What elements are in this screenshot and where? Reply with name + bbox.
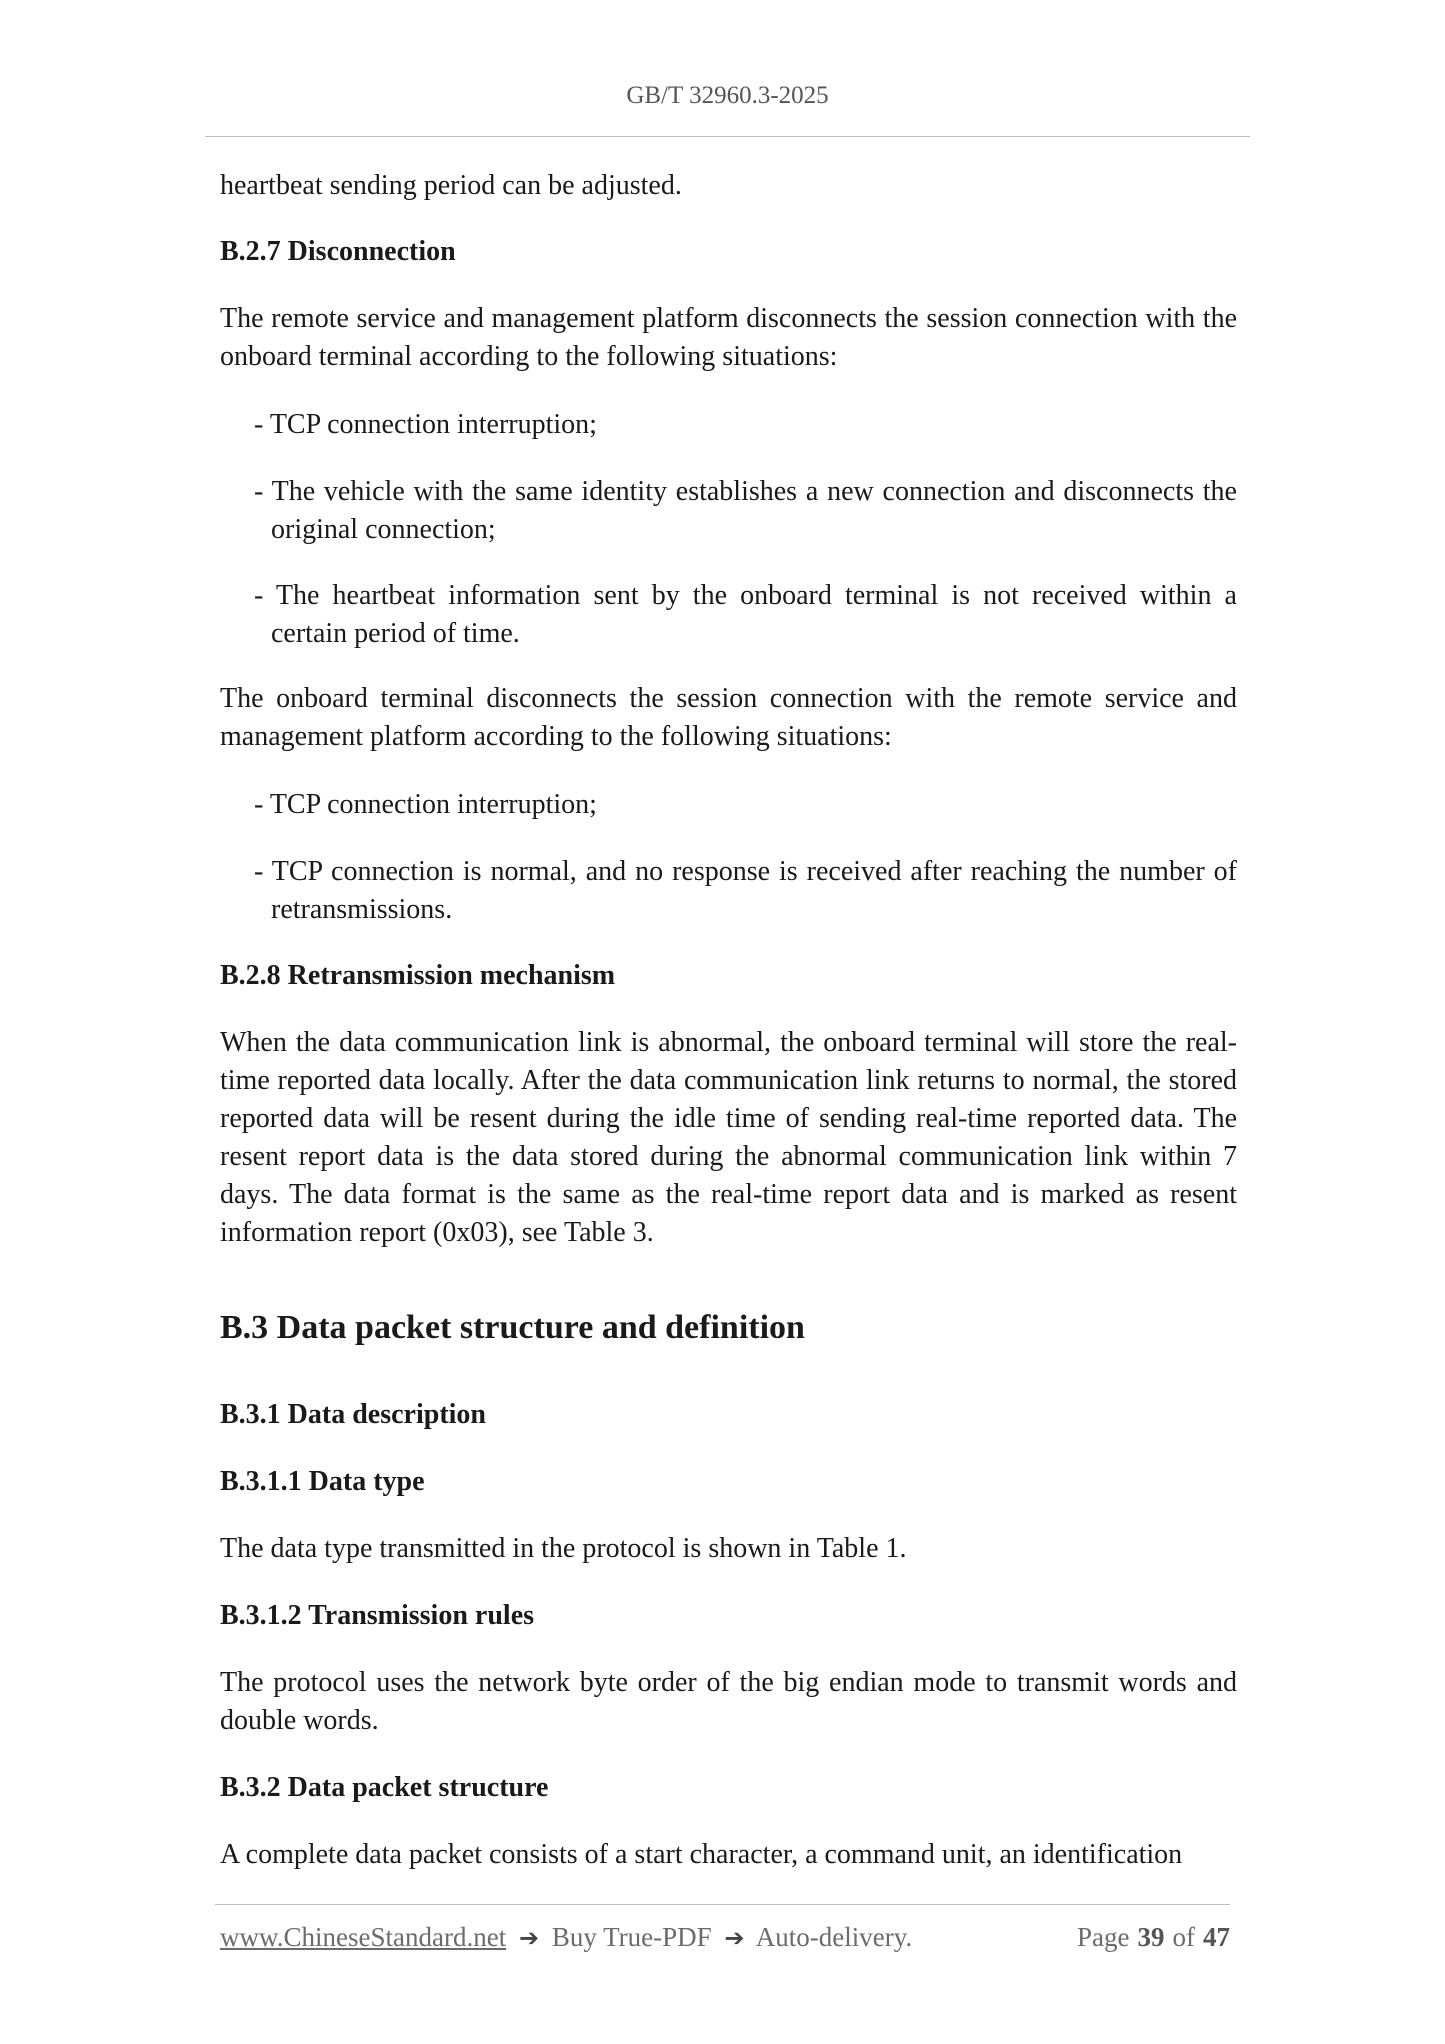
paragraph-data-type: The data type transmitted in the protocol is shown in Table 1. [220, 1533, 907, 1564]
page-number: 39 [1137, 1922, 1165, 1952]
page-footer [220, 1922, 1230, 1958]
heading-b312: B.3.1.2 Transmission rules [220, 1600, 535, 1631]
auto-delivery-text: Auto-delivery. [755, 1922, 913, 1952]
heading-b27: B.2.7 Disconnection [220, 236, 456, 267]
heading-b28: B.2.8 Retransmission mechanism [220, 960, 616, 991]
paragraph-terminal-disconnect: The onboard terminal disconnects the session connection with the remote service and management platform according to the following situations: [220, 683, 1237, 752]
paragraph-retransmission: When the data communication link is abnormal, the onboard terminal will store the real-time reported data locally. After the data communication link returns to normal, the stored reported data will be resent during the idle time of sending real-time reported data. The resent report data is the data stored during the abnormal communication link within 7 days. The data format is the same as the real-time report data and is marked as resent information report (0x03), see Table 3. [220, 1027, 1237, 1248]
of-label: of [1172, 1922, 1195, 1952]
page-label: Page [1077, 1922, 1130, 1952]
arrow-right-icon: ➔ [724, 1924, 745, 1952]
footer-divider [215, 1904, 1230, 1905]
paragraph-platform-disconnect: The remote service and management platform disconnects the session connection with the onboard terminal according to the following situations: [220, 303, 1237, 372]
footer-promo [220, 1922, 912, 1953]
header-divider [205, 136, 1250, 137]
arrow-right-icon: ➔ [518, 1924, 540, 1952]
list-item: - TCP connection interruption; [254, 789, 597, 820]
page-total: 47 [1203, 1922, 1230, 1952]
heading-b311: B.3.1.1 Data type [220, 1466, 425, 1497]
page-indicator [1077, 1922, 1230, 1953]
buy-pdf-text: Buy True-PDF [551, 1922, 712, 1952]
list-item: - The vehicle with the same identity establishes a new connection and disconnects the original connection; [254, 476, 1237, 545]
website-link[interactable]: www.ChineseStandard.net [220, 1922, 507, 1952]
heading-b3: B.3 Data packet structure and definition [220, 1309, 805, 1346]
list-item: - The heartbeat information sent by the onboard terminal is not received within a certain period of time. [254, 580, 1237, 649]
paragraph-transmission-rules: The protocol uses the network byte order of the big endian mode to transmit words and double words. [220, 1667, 1237, 1736]
heading-b31: B.3.1 Data description [220, 1399, 486, 1430]
paragraph-heartbeat: heartbeat sending period can be adjusted. [220, 170, 682, 201]
heading-b32: B.3.2 Data packet structure [220, 1772, 549, 1803]
list-item: - TCP connection interruption; [254, 409, 597, 440]
document-header: GB/T 32960.3-2025 [626, 82, 829, 109]
paragraph-packet-structure: A complete data packet consists of a start character, a command unit, an identification [220, 1839, 1183, 1870]
list-item: - TCP connection is normal, and no response is received after reaching the number of retransmissions. [254, 856, 1237, 925]
